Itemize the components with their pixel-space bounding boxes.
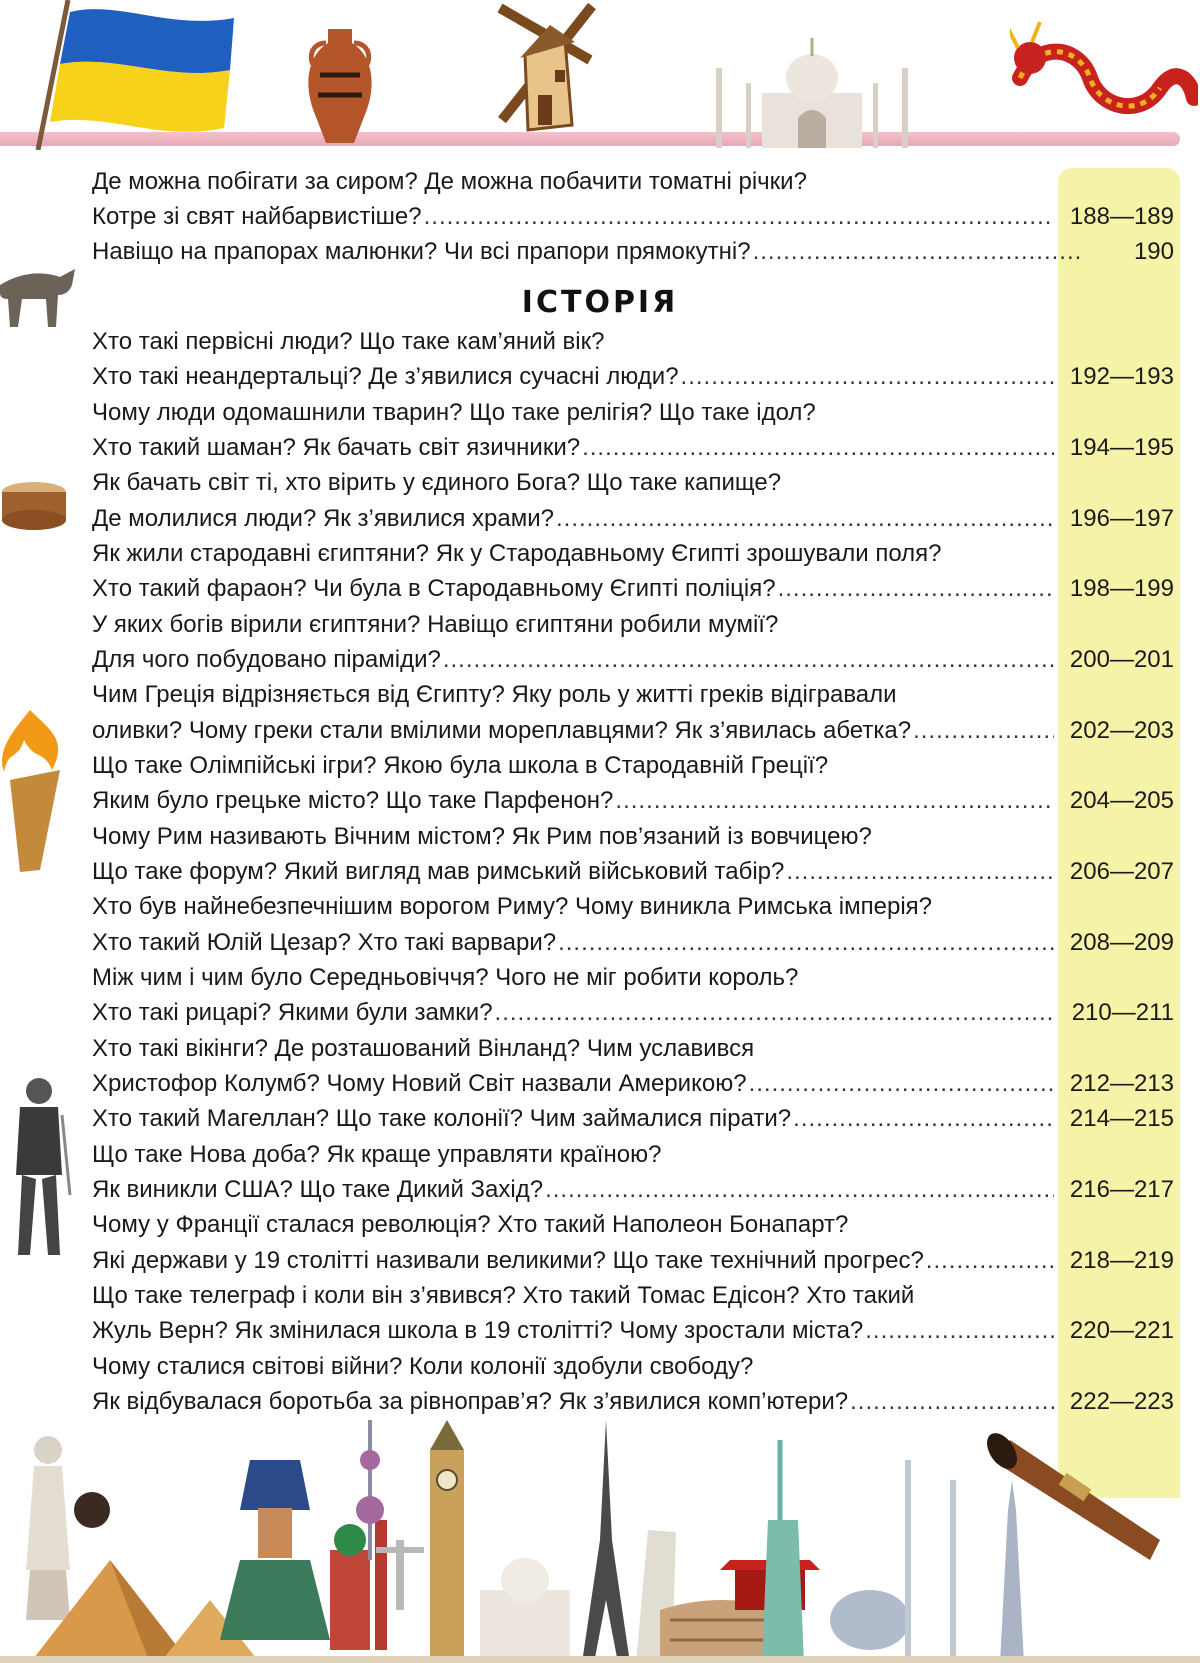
toc-entry-text: Хто такий Юлій Цезар? Хто такі варвари? (92, 928, 557, 956)
ukraine-flag-icon (8, 0, 238, 150)
dot-leader (558, 926, 1054, 960)
toc-entry (92, 890, 1174, 924)
taj-mahal-icon (712, 38, 912, 150)
windmill-icon (480, 0, 610, 140)
toc-entry (92, 996, 1174, 1030)
toc-entry-text: У яких богів вірили єгиптяни? Навіщо єгиптяни робили мумії? (92, 610, 779, 638)
toc-page-number: 220—221 (1069, 1317, 1174, 1345)
toc-entry (92, 926, 1174, 960)
dot-leader (913, 714, 1054, 748)
toc-entry (92, 200, 1174, 234)
toc-entry-text: Хто такі неандертальці? Де з’явилися сучасні люди? (92, 363, 679, 391)
drum-icon (0, 470, 70, 540)
dot-leader (793, 1102, 1054, 1136)
toc-entry (92, 466, 1174, 500)
toc-page-number: 208—209 (1069, 928, 1174, 956)
toc-entry-text: Чому сталися світові війни? Коли колонії здобули свободу? (92, 1352, 754, 1380)
dot-leader (556, 502, 1054, 536)
toc-page-number: 206—207 (1069, 857, 1174, 885)
dot-leader (424, 200, 1054, 234)
toc-page-number: 214—215 (1069, 1105, 1174, 1133)
toc-entry (92, 961, 1174, 995)
toc-entry (92, 678, 1174, 712)
toc-entry (92, 1350, 1174, 1384)
toc-entry-text: Яким було грецьке місто? Що таке Парфенон? (92, 787, 614, 815)
toc-entry-text: Що таке Олімпійські ігри? Якою була школа в Стародавній Греції? (92, 751, 829, 779)
toc-entry-text: Чому Рим називають Вічним містом? Як Рим пов’язаний із вовчицею? (92, 822, 872, 850)
toc-entry-text: Хто такі первісні люди? Що таке кам’яний вік? (92, 328, 605, 355)
toc-page-number: 204—205 (1069, 787, 1174, 815)
dot-leader (443, 643, 1054, 677)
toc-entry-text: Хто такий фараон? Чи була в Стародавньому Єгипті поліція? (92, 575, 776, 603)
toc-entry-text: Чому у Франції сталася революція? Хто такий Наполеон Бонапарт? (92, 1211, 849, 1239)
toc-entry-text: Хто такі рицарі? Якими були замки? (92, 999, 493, 1027)
dot-leader (786, 855, 1054, 889)
toc-page-number: 194—195 (1069, 433, 1174, 461)
skyscraper-icon (1000, 1480, 1024, 1663)
dot-leader (865, 1314, 1054, 1348)
toc-entry (92, 855, 1174, 889)
toc-page-number: 196—197 (1069, 504, 1174, 532)
world-landmarks-illustration (0, 1420, 1200, 1663)
toc-entry-text: Що таке Нова доба? Як краще управляти країною? (92, 1140, 662, 1168)
toc-entry-text: Що таке телеграф і коли він з’явився? Хто такий Томас Едісон? Хто такий (92, 1281, 915, 1309)
toc-entry (92, 572, 1174, 606)
big-ben-icon (430, 1420, 464, 1663)
toc-entry (92, 784, 1174, 818)
toc-entry-text: Як відбувалася боротьба за рівноправ’я? Як з’явилися комп’ютери? (92, 1387, 849, 1415)
toc-entry-text: Як виникли США? Що таке Дикий Захід? (92, 1175, 544, 1203)
dot-leader (681, 360, 1054, 394)
toc-entry (92, 431, 1174, 465)
toc-entry (92, 165, 1174, 199)
toc-entry (92, 235, 1174, 269)
knight-icon (4, 1075, 74, 1265)
toc-entry (92, 1138, 1174, 1172)
dot-leader (545, 1173, 1054, 1207)
dot-leader (495, 996, 1054, 1030)
toc-entry-text: Де можна побігати за сиром? Де можна побачити томатні річки? (92, 168, 807, 195)
top-illustration-band (0, 0, 1200, 160)
toc-page-number: 216—217 (1069, 1175, 1174, 1203)
toc-entry (92, 1208, 1174, 1242)
dot-leader (749, 1067, 1054, 1101)
toc-page-number: 190 (1133, 238, 1174, 265)
toc-entry-text: Чим Греція відрізняється від Єгипту? Яку роль у житті греків відігравали (92, 681, 897, 709)
dot-leader (926, 1244, 1054, 1278)
toc-entry-text: Що таке форум? Який вигляд мав римський військовий табір? (92, 857, 785, 885)
toc-entry (92, 360, 1174, 394)
toc-entry-text: Для чого побудовано піраміди? (92, 645, 441, 673)
toc-entry (92, 1102, 1174, 1136)
dot-leader (615, 784, 1054, 818)
toc-entry-text: Навіщо на прапорах малюнки? Чи всі прапори прямокутні? (92, 238, 751, 265)
toc-entry (92, 643, 1174, 677)
olympic-torch-icon (0, 700, 70, 890)
toc-entry (92, 1244, 1174, 1278)
toc-page-number: 198—199 (1069, 575, 1174, 603)
toc-entry (92, 820, 1174, 854)
toc-entry-text: Христофор Колумб? Чому Новий Світ назвали Америкою? (92, 1069, 747, 1097)
toc-entry-text: Хто такі вікінги? Де розташований Вінланд? Чим уславився (92, 1034, 755, 1062)
toc-entry-text: оливки? Чому греки стали вмілими мореплавцями? Як з’явилась абетка? (92, 716, 912, 744)
toc-page-number: 202—203 (1069, 716, 1174, 744)
statue-of-liberty-icon (762, 1440, 804, 1663)
toc-entry (92, 1032, 1174, 1066)
toc-entry (92, 714, 1174, 748)
kremlin-domes-icon (330, 1520, 387, 1650)
eiffel-tower-icon (582, 1420, 630, 1663)
toc-entry (92, 537, 1174, 571)
nefertiti-bust-icon (220, 1460, 330, 1640)
dot-leader (778, 572, 1054, 606)
toc-entry-text: Як бачать світ ті, хто вірить у єдиного Бога? Що таке капище? (92, 469, 782, 497)
toc-entry-text: Де молилися люди? Як з’явилися храми? (92, 504, 554, 532)
toc-entry-text: Які держави у 19 столітті називали великими? Що таке технічний прогрес? (92, 1246, 924, 1274)
toc-entry-text: Хто був найнебезпечнішим ворогом Риму? Чому виникла Римська імперія? (92, 893, 932, 921)
dot-leader (850, 1385, 1054, 1419)
toc-entry (92, 1314, 1174, 1348)
toc-entry-text: Як жили стародавні єгиптяни? Як у Стародавньому Єгипті зрошували поля? (92, 539, 942, 567)
toc-entry-text: Хто такий шаман? Як бачать світ язичники? (92, 433, 581, 461)
toc-entry (92, 1067, 1174, 1101)
toc-page-number: 188—189 (1069, 203, 1174, 230)
toc-entry (92, 1385, 1174, 1419)
toc-page-number: 200—201 (1069, 645, 1174, 673)
section-heading: ІСТОРІЯ (521, 285, 679, 320)
toc-page-number: 218—219 (1069, 1246, 1174, 1274)
toc-entry (92, 396, 1174, 430)
toc-entry-text: Жуль Верн? Як змінилася школа в 19 столітті? Чому зростали міста? (92, 1317, 864, 1345)
dragon-icon (1010, 18, 1198, 148)
toc-page-number: 192—193 (1069, 363, 1174, 391)
toc-entry-text: Чому люди одомашнили тварин? Що таке релігія? Що таке ідол? (92, 398, 816, 426)
taj-mahal-icon (480, 1558, 570, 1663)
toc-entry (92, 608, 1174, 642)
toc-page-number: 212—213 (1069, 1069, 1174, 1097)
toc-entry (92, 1173, 1174, 1207)
toc-entry-text: Котре зі свят найбарвистіше? (92, 203, 422, 230)
toc-entry (92, 325, 1174, 359)
toc-page-number: 210—211 (1071, 999, 1174, 1027)
toc-entry (92, 1279, 1174, 1313)
toc-entry (92, 749, 1174, 783)
mosque-icon (830, 1460, 956, 1660)
toc-entry (92, 502, 1174, 536)
dot-leader (753, 235, 1084, 269)
toc-entry-text: Між чим і чим було Середньовіччя? Чого не міг робити король? (92, 963, 799, 991)
dot-leader (582, 431, 1054, 465)
toc-entry-text: Хто такий Магеллан? Що таке колонії? Чим займалися пірати? (92, 1105, 792, 1133)
toc-page-number: 222—223 (1069, 1387, 1174, 1415)
greek-amphora-icon (300, 25, 380, 150)
